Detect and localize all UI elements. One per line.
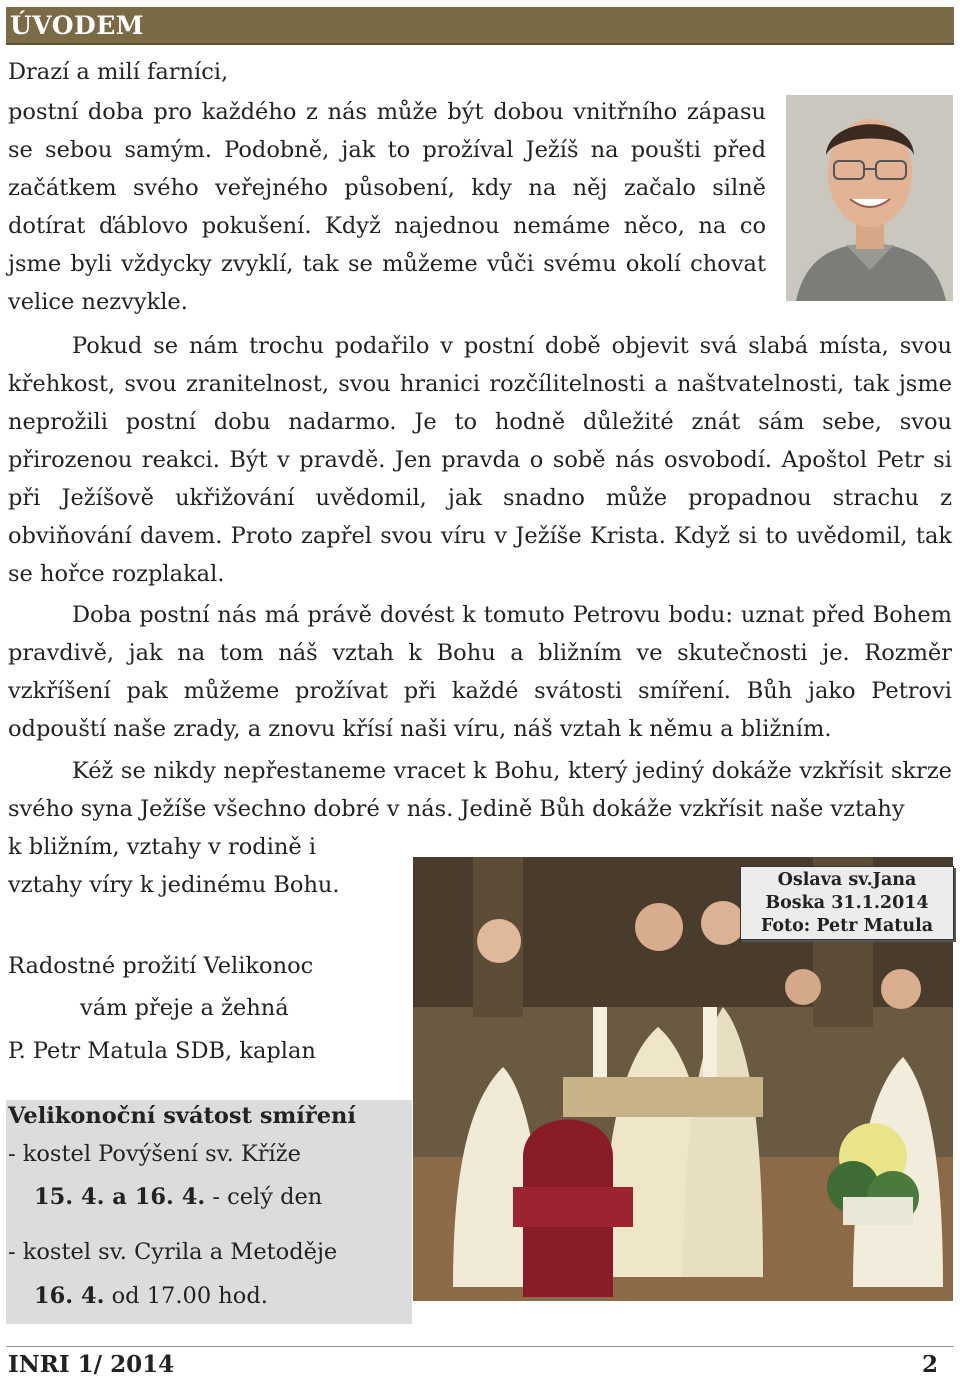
confession-title: Velikonoční svátost smíření xyxy=(8,1103,356,1129)
confession-time-1: - celý den xyxy=(205,1184,323,1210)
confession-church-2: - kostel sv. Cyrila a Metoděje xyxy=(8,1239,338,1265)
confession-church-1: - kostel Povýšení sv. Kříže xyxy=(8,1141,301,1167)
paragraph-4-line-3: k bližním, vztahy v rodině i xyxy=(8,834,317,860)
portrait-illustration xyxy=(786,95,953,301)
confession-schedule-2 xyxy=(34,1280,268,1312)
section-header-bar xyxy=(6,7,954,45)
confession-info-box xyxy=(6,1100,412,1324)
paragraph-2: Pokud se nám trochu podařilo v postní době objevit svá slabá místa, svou křehkost, svou zranitelnost, svou hranici rozčílitelnosti a naštvatelnosti, tak jsme neprožili postní dobu nadarmo. Je to hodně důležité znát sám sebe, svou přirozenou reakci. Být v pravdě. Jen pravda o sobě nás osvobodí. Apoštol Petr si při Ježíšově ukřižování uvědomil, jak snadno může propadnou strachu z obviňování davem. Proto zapřel svou víru v Ježíše Krista. Když si to uvědomil, tak se hořce rozplakal. xyxy=(8,333,952,587)
footer-divider xyxy=(6,1346,954,1347)
paragraph-4-line-4: vztahy víry k jedinému Bohu. xyxy=(8,872,340,898)
section-title: ÚVODEM xyxy=(10,11,144,40)
closing-blessing: vám přeje a žehná xyxy=(80,995,289,1021)
confession-schedule-1 xyxy=(34,1181,322,1213)
caption-credit: Foto: Petr Matula xyxy=(760,916,934,936)
priest-portrait-photo xyxy=(786,95,953,301)
closing-signature: P. Petr Matula SDB, kaplan xyxy=(8,1038,316,1064)
photo-caption xyxy=(740,866,954,940)
closing-wish: Radostné prožití Velikonoc xyxy=(8,953,314,979)
paragraph-4: Kéž se nikdy nepřestaneme vracet k Bohu, který jediný dokáže vzkřísit skrze svého syna Ježíše všechno dobré v nás. Jedině Bůh dokáže vzkřísit naše vztahy xyxy=(8,758,952,822)
confession-date-1: 15. 4. a 16. 4. xyxy=(34,1184,206,1210)
greeting: Drazí a milí farníci, xyxy=(8,59,229,85)
confession-time-2: od 17.00 hod. xyxy=(104,1283,268,1309)
confession-date-2: 16. 4. xyxy=(34,1283,105,1309)
caption-date: Boska 31.1.2014 xyxy=(765,893,929,913)
paragraph-3: Doba postní nás má právě dovést k tomuto Petrovu bodu: uznat před Bohem pravdivě, jak na tom náš vztah k Bohu a bližním ve skutečnosti je. Rozměr vzkříšení pak můžeme prožívat při každé svátosti smíření. Bůh jako Petrovi odpouští naše zrady, a znovu křísí naši víru, náš vztah k němu a bližním. xyxy=(8,602,952,742)
footer-page-number: 2 xyxy=(921,1351,938,1378)
paragraph-1: postní doba pro každého z nás může být dobou vnitřního zápasu se sebou samým. Podobně, jak to prožíval Ježíš na poušti před začátkem svého veřejného působení, kdy na něj začalo silně dotírat ďáblovo pokušení. Když najednou nemáme něco, na co jsme byli vždycky zvyklí, tak se můžeme vůči svému okolí chovat velice nezvykle. xyxy=(8,99,766,315)
footer-issue: INRI 1/ 2014 xyxy=(8,1351,175,1378)
caption-event: Oslava sv.Jana xyxy=(777,870,917,890)
